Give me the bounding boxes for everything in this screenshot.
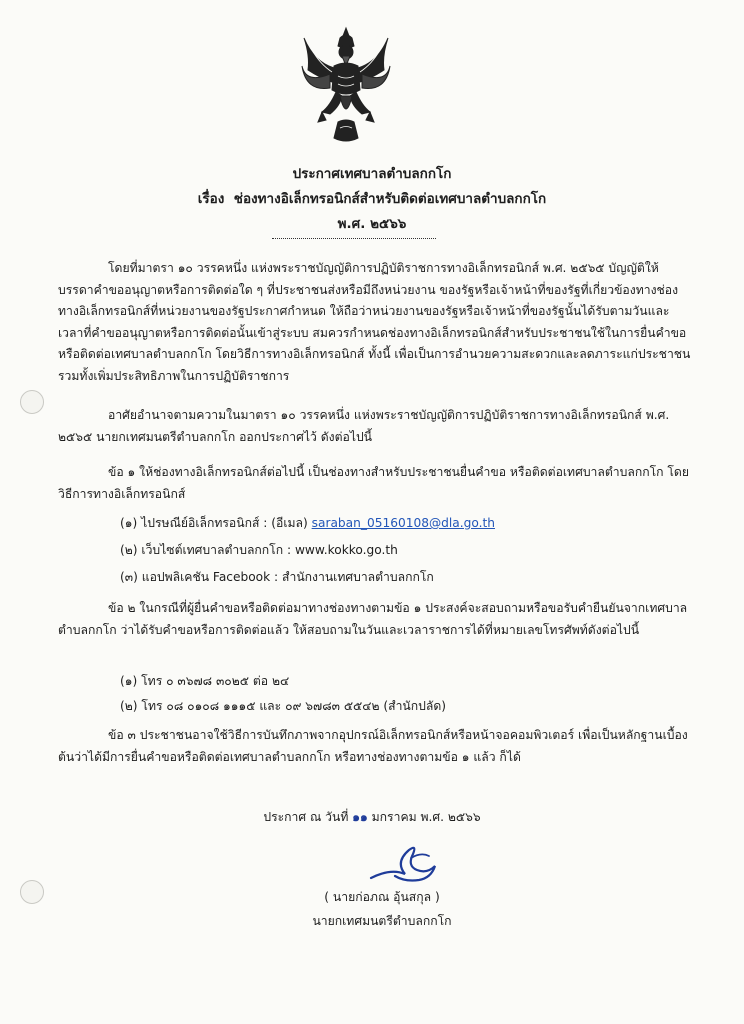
- channel-website: (๒) เว็บไซต์เทศบาลตำบลกกโก : www.kokko.go.th: [120, 543, 398, 557]
- date-prefix: ประกาศ ณ วันที่: [263, 810, 349, 824]
- email-link[interactable]: saraban_05160108@dla.go.th: [311, 516, 495, 530]
- clause-2-text: ข้อ ๒ ในกรณีที่ผู้ยื่นคำขอหรือติดต่อมาทางช่องทางตามข้อ ๑ ประสงค์จะสอบถามหรือขอรับคำยืนยันจากเทศบาลตำบลกกโก ว่าได้รับคำขอหรือการติดต่อแล้ว ให้สอบถามในวันและเวลาราชการได้ที่หมายเลขโทรศัพท์ดังต่อไปนี้: [58, 601, 688, 637]
- signer-position: นายกเทศมนตรีตำบลกกโก: [312, 914, 452, 928]
- garuda-emblem-icon: [300, 26, 392, 148]
- channel-email: [120, 514, 495, 533]
- subject-label: เรื่อง: [197, 191, 225, 207]
- date-day: ๑๑: [352, 810, 368, 824]
- channel-email-label: (๑) ไปรษณีย์อิเล็กทรอนิกส์ : (อีเมล): [120, 516, 308, 530]
- paragraph-authority: [58, 405, 694, 448]
- clause-2: [58, 598, 694, 641]
- paragraph-preamble-text: โดยที่มาตรา ๑๐ วรรคหนึ่ง แห่งพระราชบัญญัติการปฏิบัติราชการทางอิเล็กทรอนิกส์ พ.ศ. ๒๕๖๕ บัญญัติให้บรรดาคำขออนุญาตหรือการติดต่อใด ๆ ที่ประชาชนส่งหรือมีถึงหน่วยงาน ของรัฐหรือเจ้าหน้าที่ของรัฐที่เกี่ยวข้องทางช่องทางอิเล็กทรอนิกส์ที่หน่วยงานของรัฐประกาศกำหนด ให้ถือว่าหน่วยงานของรัฐหรือเจ้าหน้าที่ของรัฐนั้นได้รับตามวันและเวลาที่คำขออนุญาตหรือการติดต่อนั้นเข้าสู่ระบบ สมควรกำหนดช่องทางอิเล็กทรอนิกส์สำหรับประชาชนใช้ในการยื่นคำขอหรือติดต่อเทศบาลตำบลกกโก โดยวิธีการทางอิเล็กทรอนิกส์ ทั้งนี้ เพื่อเป็นการอำนวยความสะดวกและลดภาระแก่ประชาชน รวมทั้งเพิ่มประสิทธิภาพในการปฏิบัติราชการ: [58, 261, 691, 383]
- clause-1: [58, 462, 694, 505]
- paragraph-preamble: [58, 258, 694, 388]
- clause-3: [58, 725, 694, 768]
- paragraph-authority-text: อาศัยอำนาจตามความในมาตรา ๑๐ วรรคหนึ่ง แห่งพระราชบัญญัติการปฏิบัติราชการทางอิเล็กทรอนิกส์ พ.ศ. ๒๕๖๕ นายกเทศมนตรีตำบลกกโก ออกประกาศไว้ ดังต่อไปนี้: [58, 408, 670, 444]
- signature-icon: [365, 838, 445, 886]
- announcement-subject: [0, 187, 744, 209]
- clause-1-text: ข้อ ๑ ให้ช่องทางอิเล็กทรอนิกส์ต่อไปนี้ เป็นช่องทางสำหรับประชาชนยื่นคำขอ หรือติดต่อเทศบาลตำบลกกโก โดยวิธีการทางอิเล็กทรอนิกส์: [58, 465, 689, 501]
- announcement-title: ประกาศเทศบาลตำบลกกโก: [292, 166, 452, 182]
- punch-hole: [20, 390, 44, 414]
- date-suffix: มกราคม พ.ศ. ๒๕๖๖: [371, 810, 481, 824]
- subject-text: ช่องทางอิเล็กทรอนิกส์สำหรับติดต่อเทศบาลตำบลกกโก: [233, 191, 547, 207]
- channel-facebook: (๓) แอปพลิเคชัน Facebook : สำนักงานเทศบาลตำบลกกโก: [120, 570, 434, 584]
- phone-line-1: (๑) โทร ๐ ๓๖๗๘ ๓๐๒๕ ต่อ ๒๔: [120, 674, 290, 688]
- announcement-year: พ.ศ. ๒๕๖๖: [337, 216, 407, 232]
- signer-name: ( นายก่อภณ อุ้นสกุล ): [324, 890, 440, 904]
- announcement-date: [0, 808, 744, 827]
- phone-line-2: (๒) โทร ๐๘ ๐๑๐๘ ๑๑๑๕ และ ๐๙ ๖๗๘๓ ๕๕๔๒ (สำนักปลัด): [120, 699, 447, 713]
- dotted-divider: [272, 238, 436, 239]
- clause-3-text: ข้อ ๓ ประชาชนอาจใช้วิธีการบันทึกภาพจากอุปกรณ์อิเล็กทรอนิกส์หรือหน้าจอคอมพิวเตอร์ เพื่อเป็นหลักฐานเบื้องต้นว่าได้มีการยื่นคำขอหรือติดต่อเทศบาลตำบลกกโก หรือทางช่องทางตามข้อ ๑ แล้ว ก็ได้: [58, 728, 688, 764]
